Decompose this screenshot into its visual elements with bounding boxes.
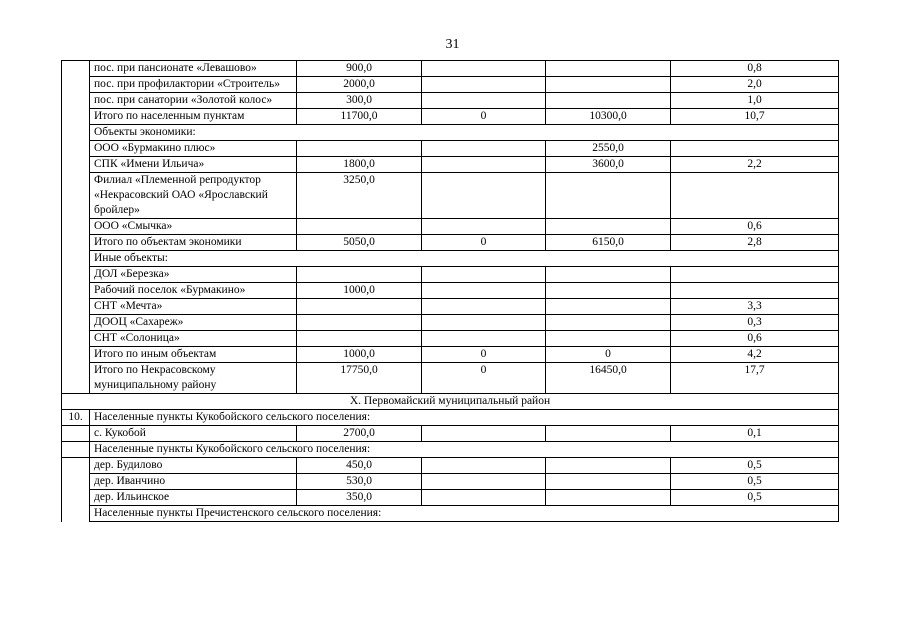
value-cell <box>422 61 546 77</box>
value-cell: 900,0 <box>297 61 422 77</box>
table-row <box>62 173 839 219</box>
table-row <box>62 93 839 109</box>
value-cell <box>422 157 546 173</box>
value-cell <box>546 458 671 474</box>
table-row <box>62 363 839 394</box>
table-row <box>62 251 839 267</box>
group-heading: Населенные пункты Пречистенского сельского поселения: <box>90 506 839 522</box>
row-name: дер. Иванчино <box>90 474 297 490</box>
value-cell <box>297 141 422 157</box>
value-cell: 1000,0 <box>297 347 422 363</box>
value-cell: 1800,0 <box>297 157 422 173</box>
value-cell: 3250,0 <box>297 173 422 219</box>
value-cell <box>422 267 546 283</box>
value-cell: 0,5 <box>671 458 839 474</box>
value-cell <box>422 173 546 219</box>
section-title-row <box>62 394 839 410</box>
row-name: СПК «Имени Ильича» <box>90 157 297 173</box>
value-cell: 2000,0 <box>297 77 422 93</box>
group-heading: Населенные пункты Кукобойского сельского поселения: <box>90 410 839 426</box>
row-name: с. Кукобой <box>90 426 297 442</box>
row-name: Рабочий поселок «Бурмакино» <box>90 283 297 299</box>
row-name: ООО «Бурмакино плюс» <box>90 141 297 157</box>
value-cell <box>546 315 671 331</box>
value-cell <box>422 315 546 331</box>
value-cell: 0,8 <box>671 61 839 77</box>
row-name: Итого по иным объектам <box>90 347 297 363</box>
value-cell <box>671 283 839 299</box>
section-title: X. Первомайский муниципальный район <box>62 394 839 410</box>
value-cell <box>546 426 671 442</box>
table-row <box>62 299 839 315</box>
table-row <box>62 410 839 426</box>
table-row <box>62 442 839 458</box>
value-cell: 300,0 <box>297 93 422 109</box>
value-cell: 530,0 <box>297 474 422 490</box>
value-cell: 2,8 <box>671 235 839 251</box>
row-name: ООО «Смычка» <box>90 219 297 235</box>
table-row <box>62 77 839 93</box>
value-cell: 0 <box>422 109 546 125</box>
value-cell <box>671 267 839 283</box>
value-cell <box>546 474 671 490</box>
number-cell: 10. <box>62 410 90 426</box>
table-row <box>62 315 839 331</box>
value-cell: 4,2 <box>671 347 839 363</box>
value-cell: 0,5 <box>671 474 839 490</box>
value-cell <box>422 331 546 347</box>
value-cell <box>546 173 671 219</box>
value-cell <box>422 299 546 315</box>
value-cell <box>422 458 546 474</box>
row-name: Итого по Некрасовскому муниципальному району <box>90 363 297 394</box>
value-cell: 0 <box>422 235 546 251</box>
table-row <box>62 283 839 299</box>
group-heading: Иные объекты: <box>90 251 839 267</box>
page-number: 31 <box>445 37 460 52</box>
value-cell: 11700,0 <box>297 109 422 125</box>
value-cell <box>546 77 671 93</box>
value-cell: 450,0 <box>297 458 422 474</box>
value-cell <box>297 219 422 235</box>
row-name: Филиал «Племенной репродуктор «Некрасовский ОАО «Ярославский бройлер» <box>90 173 297 219</box>
table-row <box>62 458 839 474</box>
number-cell <box>62 458 90 522</box>
value-cell: 0 <box>422 347 546 363</box>
row-name: дер. Ильинское <box>90 490 297 506</box>
value-cell <box>297 331 422 347</box>
value-cell <box>422 474 546 490</box>
row-name: пос. при санатории «Золотой колос» <box>90 93 297 109</box>
value-cell: 3600,0 <box>546 157 671 173</box>
number-cell <box>62 61 90 394</box>
value-cell <box>422 426 546 442</box>
value-cell: 0,6 <box>671 331 839 347</box>
value-cell <box>546 267 671 283</box>
value-cell <box>671 173 839 219</box>
value-cell <box>422 93 546 109</box>
row-name: пос. при пансионате «Левашово» <box>90 61 297 77</box>
row-name: СНТ «Мечта» <box>90 299 297 315</box>
value-cell <box>297 315 422 331</box>
table-row <box>62 347 839 363</box>
value-cell: 1000,0 <box>297 283 422 299</box>
table-row <box>62 331 839 347</box>
value-cell <box>671 141 839 157</box>
value-cell: 0,1 <box>671 426 839 442</box>
value-cell: 1,0 <box>671 93 839 109</box>
value-cell <box>422 141 546 157</box>
value-cell: 16450,0 <box>546 363 671 394</box>
value-cell <box>546 283 671 299</box>
value-cell <box>546 331 671 347</box>
value-cell <box>546 93 671 109</box>
value-cell: 3,3 <box>671 299 839 315</box>
value-cell <box>422 490 546 506</box>
value-cell: 10300,0 <box>546 109 671 125</box>
value-cell <box>422 77 546 93</box>
table-row <box>62 426 839 442</box>
row-name: СНТ «Солоница» <box>90 331 297 347</box>
table-row <box>62 267 839 283</box>
value-cell <box>546 219 671 235</box>
data-table <box>61 60 839 522</box>
table-row <box>62 235 839 251</box>
value-cell: 2700,0 <box>297 426 422 442</box>
value-cell: 2,0 <box>671 77 839 93</box>
value-cell: 5050,0 <box>297 235 422 251</box>
value-cell: 17750,0 <box>297 363 422 394</box>
value-cell <box>546 299 671 315</box>
value-cell: 10,7 <box>671 109 839 125</box>
value-cell: 0,6 <box>671 219 839 235</box>
value-cell: 0 <box>422 363 546 394</box>
row-name: пос. при профилактории «Строитель» <box>90 77 297 93</box>
table-row <box>62 61 839 77</box>
table-row <box>62 157 839 173</box>
row-name: дер. Будилово <box>90 458 297 474</box>
table-row <box>62 474 839 490</box>
value-cell <box>546 490 671 506</box>
table-row <box>62 141 839 157</box>
value-cell: 0 <box>546 347 671 363</box>
table-row <box>62 506 839 522</box>
row-name: Итого по объектам экономики <box>90 235 297 251</box>
table-row <box>62 125 839 141</box>
table-body <box>62 61 839 522</box>
value-cell: 350,0 <box>297 490 422 506</box>
group-heading: Населенные пункты Кукобойского сельского поселения: <box>90 442 839 458</box>
row-name: Итого по населенным пунктам <box>90 109 297 125</box>
value-cell <box>297 299 422 315</box>
value-cell <box>422 219 546 235</box>
table-row <box>62 490 839 506</box>
value-cell: 17,7 <box>671 363 839 394</box>
value-cell: 6150,0 <box>546 235 671 251</box>
number-cell <box>62 442 90 458</box>
row-name: ДООЦ «Сахареж» <box>90 315 297 331</box>
value-cell: 2,2 <box>671 157 839 173</box>
value-cell: 0,5 <box>671 490 839 506</box>
table-row <box>62 219 839 235</box>
value-cell <box>422 283 546 299</box>
value-cell: 0,3 <box>671 315 839 331</box>
table-row <box>62 109 839 125</box>
group-heading: Объекты экономики: <box>90 125 839 141</box>
value-cell <box>546 61 671 77</box>
value-cell: 2550,0 <box>546 141 671 157</box>
number-cell <box>62 426 90 442</box>
value-cell <box>297 267 422 283</box>
row-name: ДОЛ «Березка» <box>90 267 297 283</box>
